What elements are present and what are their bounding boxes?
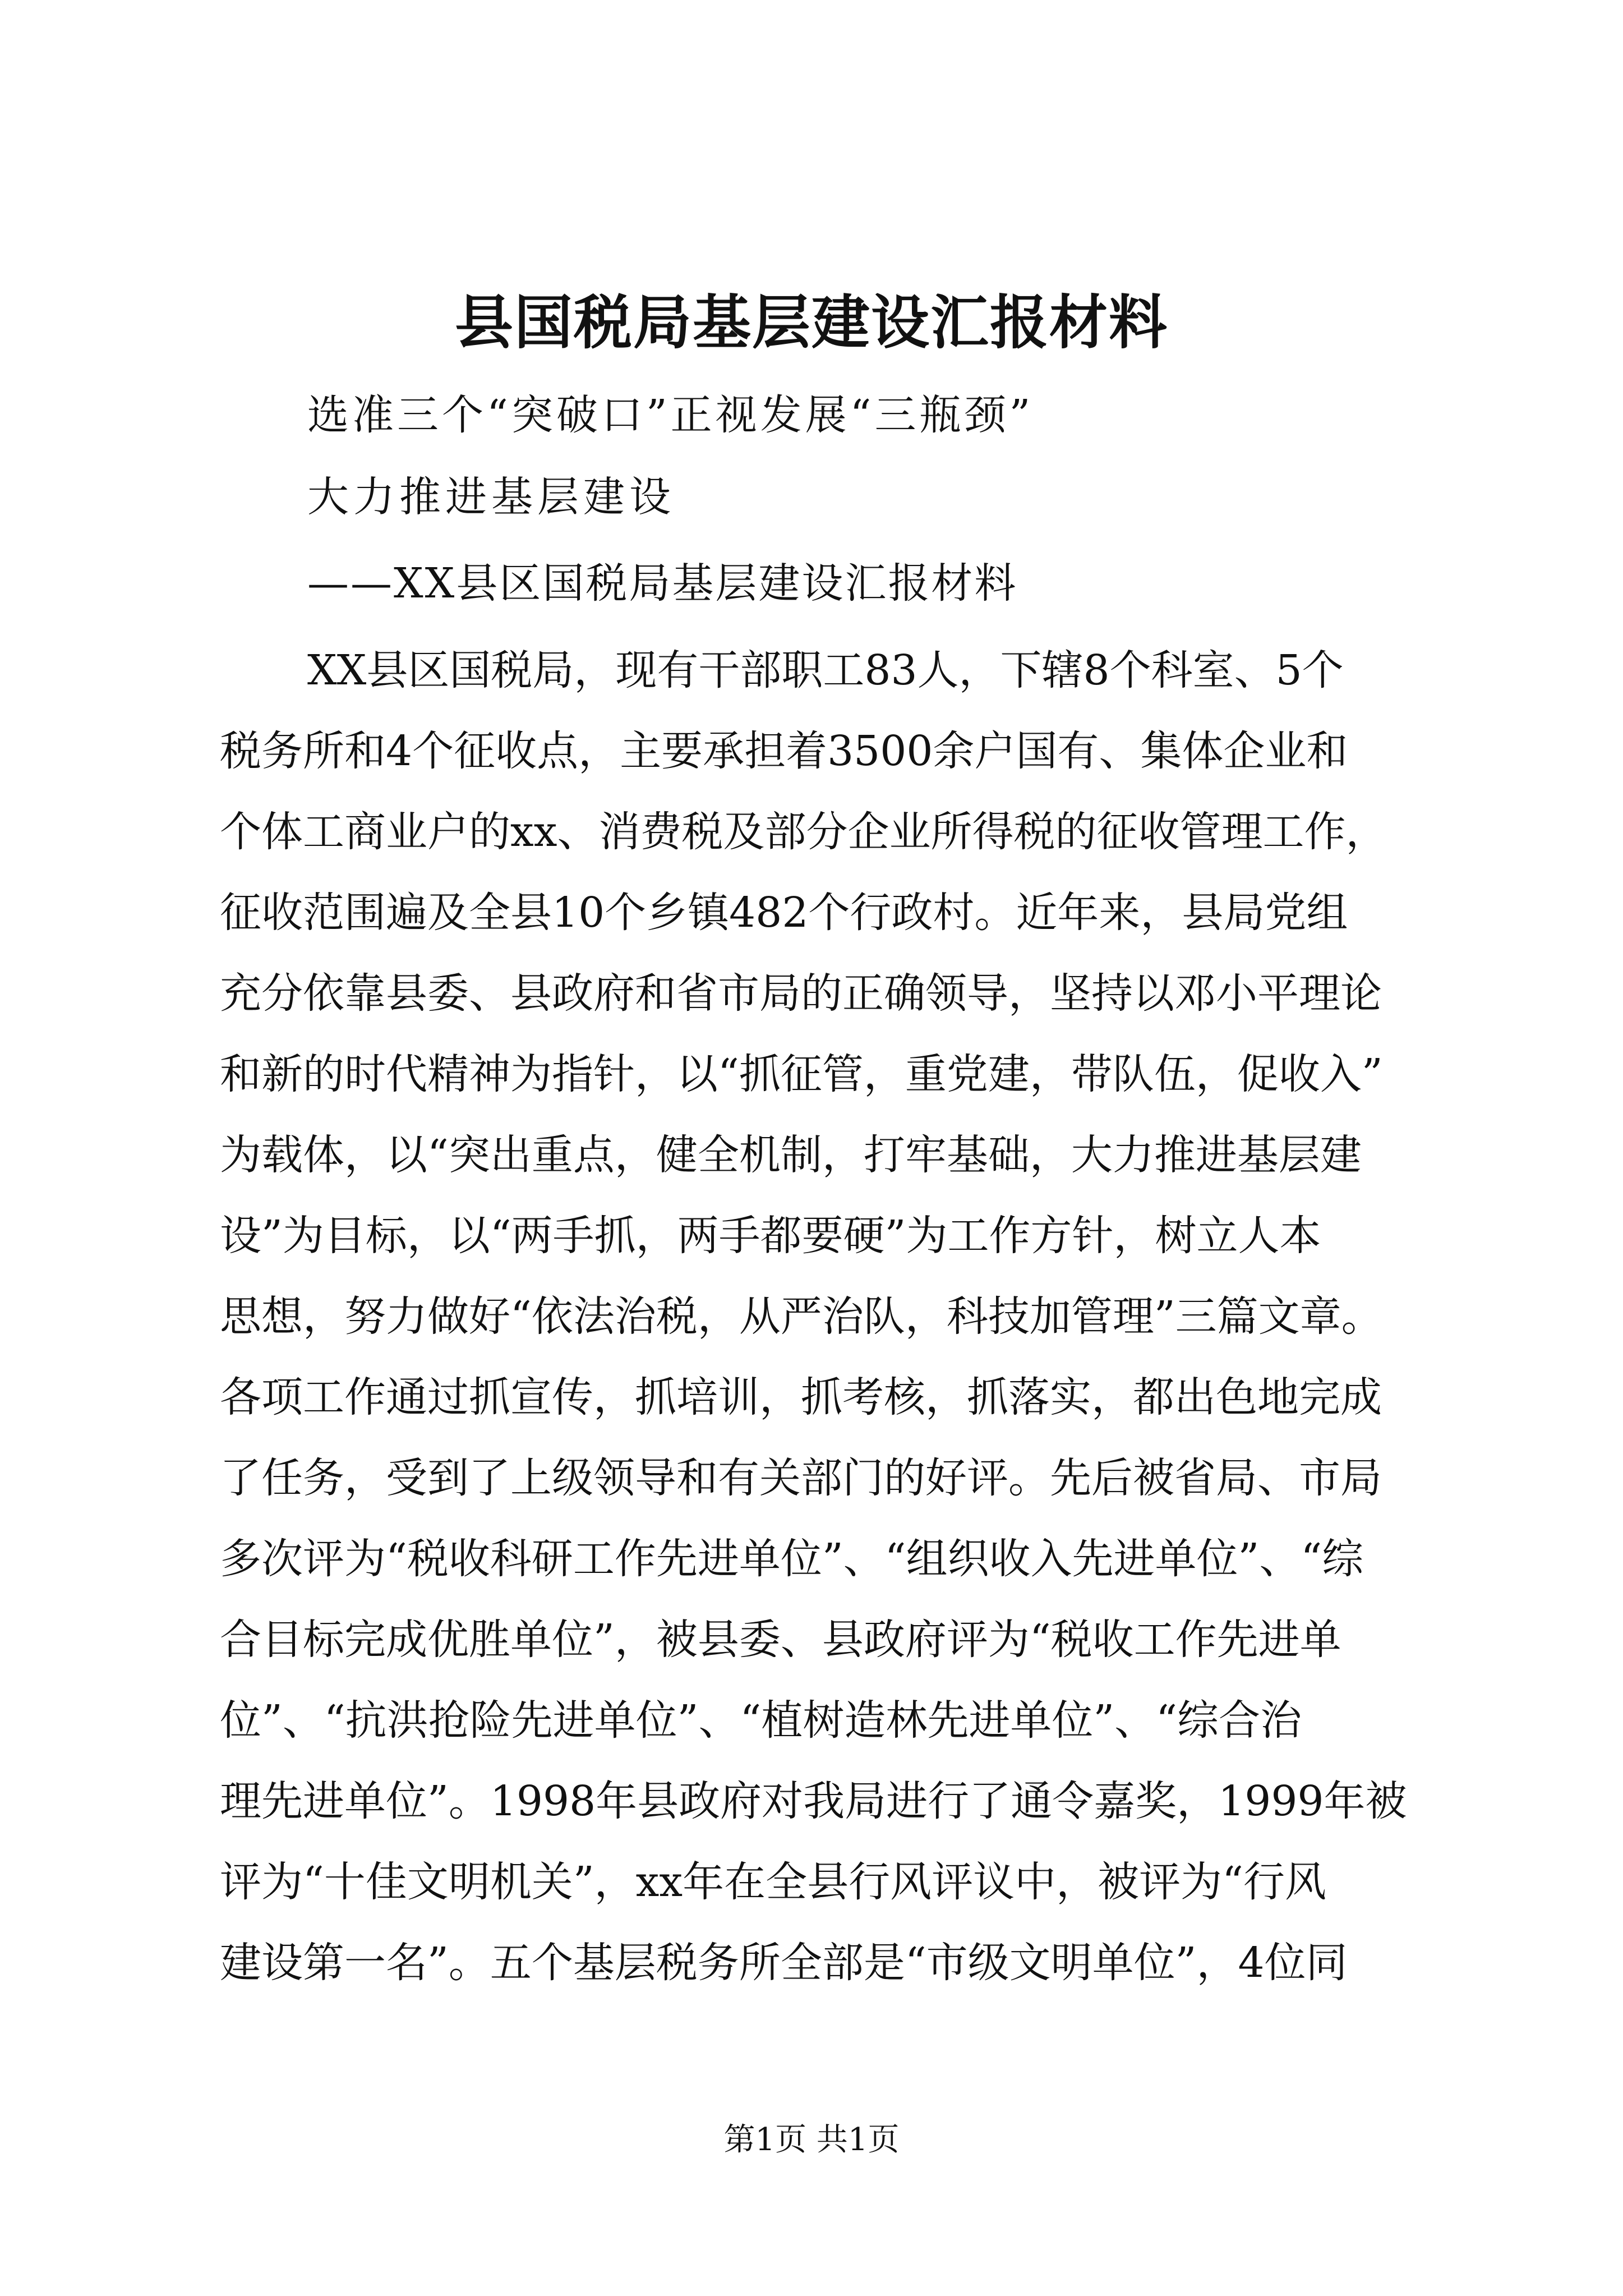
body-line: 征收范围遍及全县10个乡镇482个行政村。近年来，县局党组 [220,889,1348,937]
body-line: 设”为目标，以“两手抓，两手都要硬”为工作方针，树立人本 [220,1212,1321,1260]
body-line: 了任务，受到了上级领导和有关部门的好评。先后被省局、市局 [220,1454,1382,1502]
body-line: 税务所和4个征收点，主要承担着3500余户国有、集体企业和 [220,727,1348,775]
body-line: XX县区国税局，现有干部职工83人，下辖8个科室、5个 [307,646,1344,694]
body-line: 个体工商业户的xx、消费税及部分企业所得税的征收管理工作， [220,808,1387,856]
subtitle-line: 选准三个“突破口”正视发展“三瓶颈” [307,391,1034,439]
body-line: 和新的时代精神为指针，以“抓征管，重党建，带队伍，促收入” [220,1050,1383,1098]
body-line: 充分依靠县委、县政府和省市局的正确领导，坚持以邓小平理论 [220,969,1382,1018]
body-line: 建设第一名”。五个基层税务所全部是“市级文明单位”，4位同 [220,1939,1348,1987]
body-line: 评为“十佳文明机关”，xx年在全县行风评议中，被评为“行风 [220,1858,1326,1906]
body-line: 各项工作通过抓宣传，抓培训，抓考核，抓落实，都出色地完成 [220,1373,1382,1421]
document-title: 县国税局基层建设汇报材料 [454,288,1168,357]
subtitle-line: ——XX县区国税局基层建设汇报材料 [307,559,1018,608]
body-line: 思想，努力做好“依法治税，从严治队，科技加管理”三篇文章。 [220,1292,1383,1341]
body-line: 合目标完成优胜单位”，被县委、县政府评为“税收工作先进单 [220,1616,1341,1664]
body-line: 为载体，以“突出重点，健全机制，打牢基础，大力推进基层建 [220,1131,1362,1179]
page-footer: 第1页 共1页 [723,2122,900,2158]
body-line: 理先进单位”。1998年县政府对我局进行了通令嘉奖，1999年被 [220,1777,1407,1825]
body-line: 位”、“抗洪抢险先进单位”、“植树造林先进单位”、“综合治 [220,1696,1302,1745]
body-line: 多次评为“税收科研工作先进单位”、“组织收入先进单位”、“综 [220,1535,1364,1583]
subtitle-line: 大力推进基层建设 [307,473,675,521]
